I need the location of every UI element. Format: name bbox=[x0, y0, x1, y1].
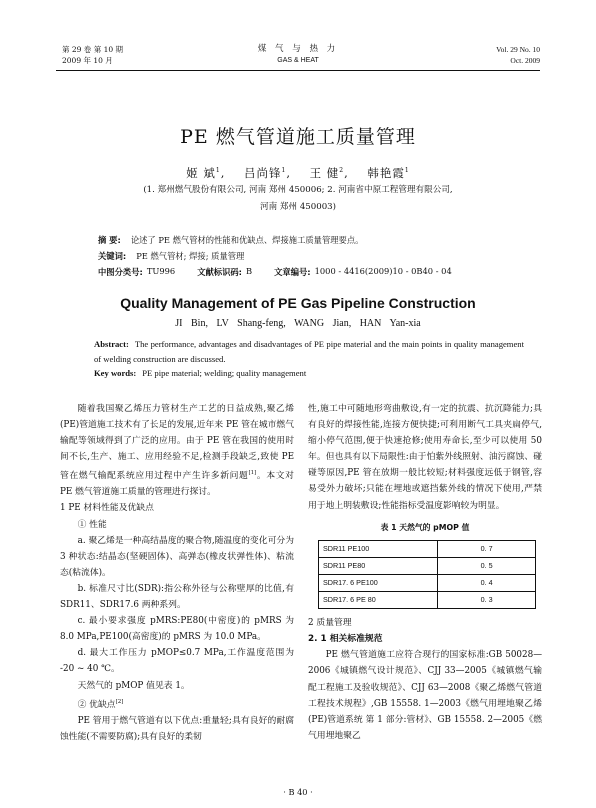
body-paragraph: b. 标准尺寸比(SDR):指公称外径与公称壁厚的比值,有 SDR11、SDR17.6 两种系列。 bbox=[60, 583, 294, 611]
english-title: Quality Management of PE Gas Pipeline Construction bbox=[120, 295, 476, 311]
english-abstract bbox=[94, 337, 524, 367]
table-cell: SDR11 PE100 bbox=[319, 540, 438, 557]
abstract-text: 论述了 PE 燃气管材的性能和优缺点、焊接施工质量管理要点。 bbox=[130, 235, 364, 245]
intro-paragraph: 随着我国聚乙烯压力管材生产工艺的日益成熟,聚乙烯(PE)管道施工技术有了长足的发展,近年来 PE 管在城市燃气输配等领域得到了广泛的应用。由于 PE 管在我国的使用时间不长,生产、施工、应用经验不足,检测手段缺乏,致使 PE 管在燃气输配系统应用过程中产生许多新问题[1]。本文对 PE 燃气管道施工质量的管理进行探讨。 bbox=[60, 404, 294, 498]
section-heading: 2 质量管理 bbox=[308, 618, 352, 629]
keywords-label: 关键词: bbox=[98, 251, 127, 261]
table-cell: SDR11 PE80 bbox=[319, 557, 438, 574]
doc-code-label: 文献标识码: bbox=[197, 267, 242, 277]
author-name: 韩艳霞 bbox=[367, 166, 405, 180]
clc-value: TU996 bbox=[146, 266, 176, 276]
body-paragraph: c. 最小要求强度 pMRS:PE80(中密度)的 pMRS 为 8.0 MPa,PE100(高密度)的 pMRS 为 10.0 MPa。 bbox=[60, 616, 294, 643]
article-no-label: 文章编号: bbox=[274, 267, 311, 277]
article-no-value: 1000 - 4416(2009)10 - 0B40 - 04 bbox=[314, 266, 452, 276]
body-paragraph: 性,施工中可随地形弯曲敷设,有一定的抗震、抗沉降能力;具有良好的焊接性能,连接方便快捷;可利用断气工具夹扁停气,缩小停气范围,便于快速抢修;使用寿命长,至少可以使用 50 年。但也具有以下局限性:由于怕紫外线照射、油污腐蚀、碰碰等原因,PE 管在放期一般比较短;材料强度远低于钢管,容易受外力破坏;只能在埋地或遮挡紫外线的情况下使用,严禁用于地上明装敷设;性能指标受温度影响较为明显。 bbox=[308, 404, 542, 511]
subsection-heading: ① 性能 bbox=[77, 519, 107, 530]
journal-volume-en bbox=[496, 44, 540, 66]
body-paragraph: PE 燃气管道施工应符合现行的国家标准:GB 50028—2006《城镇燃气设计规范》、CJJ 33—2005《城镇燃气输配工程施工及验收规范》、CJJ 63—2008《聚乙烯燃气管道工程技术规程》,GB 15558. 1—2003《燃气用埋地聚乙烯(PE)管道系统 第 1 部分:管材》、GB 15558. 2—2005《燃气用埋地聚乙 bbox=[308, 650, 542, 741]
author-name: 姬 斌 bbox=[186, 166, 216, 180]
body-right-column bbox=[308, 401, 542, 744]
volume-issue-en: Vol. 29 No. 10 bbox=[496, 45, 540, 54]
issue-date: 2009 年 10 月 bbox=[62, 56, 113, 65]
body-paragraph: 天然气的 pMOP 值见表 1。 bbox=[77, 680, 190, 691]
volume-issue: 第 29 卷 第 10 期 bbox=[62, 45, 124, 54]
body-paragraph: d. 最大工作压力 pMOP≤0.7 MPa,工作温度范围为 -20 ~ 40 ℃。 bbox=[60, 648, 294, 675]
citation: [2] bbox=[115, 698, 124, 705]
english-abstract-label: Abstract: bbox=[94, 339, 129, 349]
english-keywords-label: Key words: bbox=[94, 368, 137, 378]
abstract-cn bbox=[98, 234, 518, 247]
pmop-table bbox=[318, 540, 536, 609]
journal-name-cn: 煤 气 与 热 力 bbox=[257, 44, 339, 54]
table-row bbox=[319, 540, 536, 557]
table-cell: 0. 3 bbox=[438, 592, 536, 609]
table-row bbox=[319, 557, 536, 574]
classification-row bbox=[98, 266, 518, 278]
abstract-label: 摘 要: bbox=[98, 235, 121, 245]
table-row bbox=[319, 592, 536, 609]
body-left-column bbox=[60, 401, 294, 745]
english-keywords bbox=[94, 368, 306, 378]
affiliation-line: (1. 郑州燃气股份有限公司, 河南 郑州 450006; 2. 河南省中原工程管理有限公司, bbox=[143, 185, 453, 195]
header-rule bbox=[56, 70, 540, 71]
table-cell: 0. 5 bbox=[438, 557, 536, 574]
english-keywords-text: PE pipe material; welding; quality management bbox=[142, 368, 307, 378]
body-paragraph: a. 聚乙烯是一种高结晶度的聚合物,随温度的变化可分为 3 种状态:结晶态(坚硬固体)、高弹态(橡皮状弹性体)、粘流态(粘流体)。 bbox=[60, 535, 294, 578]
issue-date-en: Oct. 2009 bbox=[510, 56, 540, 65]
clc-label: 中图分类号: bbox=[98, 267, 143, 277]
english-abstract-text: The performance, advantages and disadvantages of PE pipe material and the main points in quality management of welding construction are discussed. bbox=[94, 339, 524, 364]
section-heading: 1 PE 材料性能及优缺点 bbox=[60, 503, 154, 514]
subsection-heading: 2. 1 相关标准规范 bbox=[308, 634, 383, 645]
citation: [1] bbox=[248, 470, 257, 477]
table-cell: 0. 4 bbox=[438, 574, 536, 591]
affiliations bbox=[110, 182, 486, 216]
affiliation-line: 河南 郑州 450003) bbox=[260, 202, 336, 212]
page-number: · B 40 · bbox=[283, 787, 313, 797]
journal-name-en: GAS & HEAT bbox=[277, 57, 319, 64]
table-row bbox=[319, 574, 536, 591]
paper-title: PE 燃气管道施工质量管理 bbox=[180, 126, 416, 148]
table-caption: 表 1 天然气的 pMOP 值 bbox=[380, 522, 470, 532]
subsection-heading: ② 优缺点[2] bbox=[77, 698, 124, 710]
table-cell: SDR17. 6 PE100 bbox=[319, 574, 438, 591]
body-paragraph: PE 管用于燃气管道有以下优点:重量轻;具有良好的耐腐蚀性能(不需要防腐);具有良好的柔韧 bbox=[60, 715, 294, 742]
table-cell: SDR17. 6 PE 80 bbox=[319, 592, 438, 609]
table-cell: 0. 7 bbox=[438, 540, 536, 557]
keywords-cn bbox=[98, 250, 518, 263]
author-name: 王 健 bbox=[309, 166, 340, 180]
english-authors: JI Bin, LV Shang-feng, WANG Jian, HAN Yan-xia bbox=[175, 318, 421, 329]
keywords-text: PE 燃气管材; 焊接; 质量管理 bbox=[136, 251, 245, 261]
author-list: 姬 斌$^1$, 吕尚锋$^1$, 王 健$^2$, 韩艳霞$^1$ bbox=[186, 166, 410, 180]
doc-code-value: B bbox=[246, 266, 253, 276]
author-name: 吕尚锋 bbox=[244, 166, 282, 180]
